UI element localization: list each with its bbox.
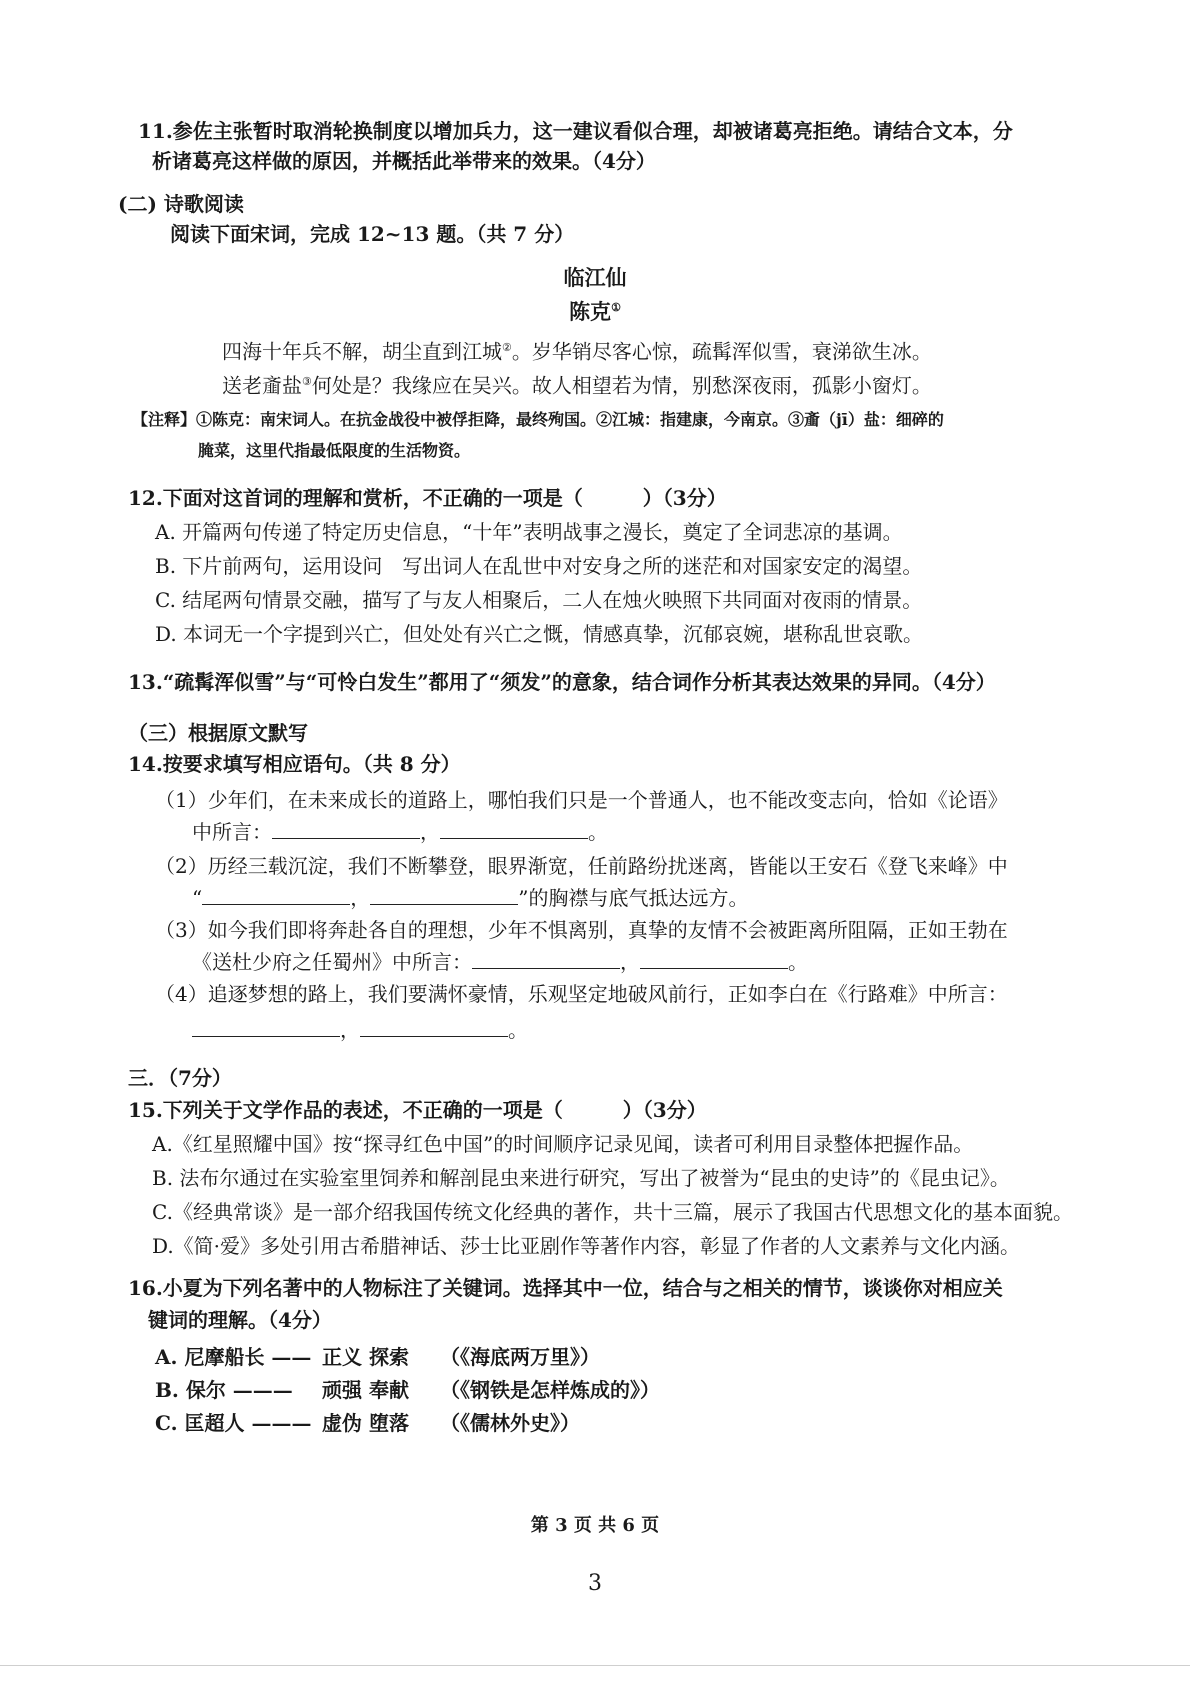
q16-row-c-name: C. 匡超人 ———	[155, 1411, 312, 1435]
section-dictation-heading: （三）根据原文默写	[128, 721, 308, 745]
poem-author-line	[0, 294, 1190, 326]
q14-item4-line2: ， 。	[192, 1016, 528, 1044]
q12-option-a: A. 开篇两句传递了特定历史信息，“十年”表明战事之漫长，奠定了全词悲凉的基调。	[155, 520, 903, 544]
poem-title: 临江仙	[563, 265, 627, 290]
q16-row-a-name: A. 尼摩船长 ——	[155, 1345, 312, 1369]
answer-blank[interactable]	[472, 948, 620, 969]
q14-stem: 14.按要求填写相应语句。（共 8 分）	[128, 752, 461, 776]
poetry-intro: 阅读下面宋词，完成 12~13 题。（共 7 分）	[170, 222, 575, 246]
q13-stem: 13.“疏髯浑似雪”与“可怜白发生”都用了“须发”的意象，结合词作分析其表达效果的异同。（4分）	[128, 670, 996, 694]
q11-line2: 析诸葛亮这样做的原因，并概括此举带来的效果。（4分）	[152, 149, 656, 173]
answer-blank[interactable]	[272, 818, 420, 839]
q14-item4-line1: （4）追逐梦想的路上，我们要满怀豪情，乐观坚定地破风前行，正如李白在《行路难》中所言：	[155, 982, 1008, 1006]
answer-blank[interactable]	[202, 884, 350, 905]
q14-item1-line1: （1）少年们，在未来成长的道路上，哪怕我们只是一个普通人，也不能改变志向，恰如《论语》	[155, 788, 1008, 812]
q15-stem: 15.下列关于文学作品的表述，不正确的一项是（ ）（3分）	[128, 1098, 707, 1122]
poem-author: 陈克	[569, 299, 612, 324]
page-of-total: 第 3 页 共 6 页	[530, 1515, 660, 1536]
q14-item3-line2: 《送杜少府之任蜀州》中所言： ， 。	[192, 950, 808, 974]
q16-row-b-name: B. 保尔 ———	[155, 1378, 293, 1402]
q11-line1: 11.参佐主张暂时取消轮换制度以增加兵力，这一建议看似合理，却被诸葛亮拒绝。请结合文本，分	[138, 119, 1013, 143]
poem-line-1: 四海十年兵不解，胡尘直到江城②。岁华销尽客心惊，疏髯浑似雪，衰涕欲生冰。	[222, 339, 932, 364]
q12-option-d: D. 本词无一个字提到兴亡，但处处有兴亡之慨，情感真挚，沉郁哀婉，堪称乱世哀歌。	[155, 622, 924, 646]
q15-option-d: D.《简·爱》多处引用古希腊神话、莎士比亚剧作等著作内容，彰显了作者的人文素养与文化内涵。	[152, 1234, 1021, 1258]
q16-row-b-book: （《钢铁是怎样炼成的》）	[440, 1378, 660, 1402]
page-number: 3	[588, 1571, 602, 1596]
q16-row-c-keywords: 虚伪 堕落	[322, 1411, 409, 1435]
q12-option-b: B. 下片前两句，运用设问 写出词人在乱世中对安身之所的迷茫和对国家安定的渴望。	[155, 554, 923, 578]
footnote-mark-3: ③	[302, 375, 312, 388]
answer-blank[interactable]	[370, 884, 518, 905]
q16-row-c-book: （《儒林外史》）	[440, 1411, 580, 1435]
q16-line2: 键词的理解。（4分）	[148, 1308, 332, 1332]
answer-blank[interactable]	[440, 818, 588, 839]
q16-row-b-keywords: 顽强 奉献	[322, 1378, 409, 1402]
answer-blank[interactable]	[360, 1016, 508, 1037]
poem-notes-line1: 【注释】①陈克：南宋词人。在抗金战役中被俘拒降，最终殉国。②江城：指建康，今南京。③齑（jī）盐：细碎的	[132, 410, 944, 429]
q16-row-a-keywords: 正义 探索	[322, 1345, 409, 1369]
q14-item1-line2: 中所言： ， 。	[192, 820, 608, 844]
author-footnote-mark: ①	[611, 301, 621, 314]
q14-item2-line2: “ ， ”的胸襟与底气抵达远方。	[192, 886, 749, 910]
answer-blank[interactable]	[640, 948, 788, 969]
q16-line1: 16.小夏为下列名著中的人物标注了关键词。选择其中一位，结合与之相关的情节，谈谈你对相应关	[128, 1276, 1003, 1300]
q14-item2-line1: （2）历经三载沉淀，我们不断攀登，眼界渐宽，任前路纷扰迷离，皆能以王安石《登飞来峰》中	[155, 854, 1008, 878]
answer-blank[interactable]	[192, 1016, 340, 1037]
q16-row-a-book: （《海底两万里》）	[440, 1345, 600, 1369]
q12-option-c: C. 结尾两句情景交融，描写了与友人相聚后，二人在烛火映照下共同面对夜雨的情景。	[155, 588, 923, 612]
poem-notes-line2: 腌菜，这里代指最低限度的生活物资。	[198, 441, 471, 460]
footnote-mark-2: ②	[502, 341, 512, 354]
poem-line-2: 送老齑盐③何处是？我缘应在吴兴。故人相望若为情，别愁深夜雨，孤影小窗灯。	[222, 373, 932, 398]
q15-option-a: A.《红星照耀中国》按“探寻红色中国”的时间顺序记录见闻，读者可利用目录整体把握作品。	[152, 1132, 974, 1156]
q12-stem: 12.下面对这首词的理解和赏析，不正确的一项是（ ）（3分）	[128, 486, 727, 510]
section-poetry-heading: (二) 诗歌阅读	[118, 192, 244, 216]
q15-option-c: C.《经典常谈》是一部介绍我国传统文化经典的著作，共十三篇，展示了我国古代思想文化的基本面貌。	[152, 1200, 1073, 1224]
part3-heading: 三．（7分）	[128, 1066, 232, 1090]
bottom-rule	[0, 1665, 1190, 1666]
notes-label: 【注释】	[132, 410, 197, 429]
q15-option-b: B. 法布尔通过在实验室里饲养和解剖昆虫来进行研究，写出了被誉为“昆虫的史诗”的《昆虫记》。	[152, 1166, 1010, 1190]
q14-item3-line1: （3）如今我们即将奔赴各自的理想，少年不惧离别，真挚的友情不会被距离所阻隔，正如王勃在	[155, 918, 1008, 942]
